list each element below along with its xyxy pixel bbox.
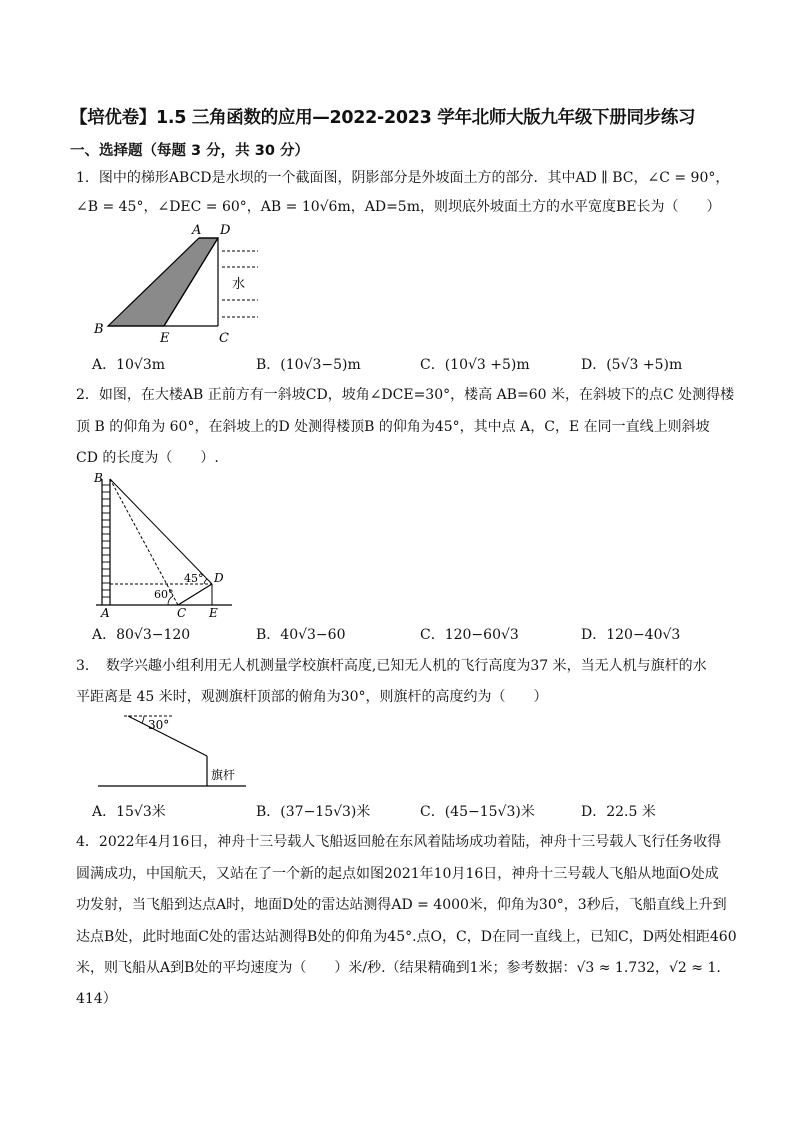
q3-line-1: 3． 数学兴趣小组利用无人机测量学校旗杆高度,已知无人机的飞行高度为37 米，当无人机与旗杆的水 bbox=[76, 658, 707, 674]
q1-shaded-slope bbox=[108, 238, 218, 326]
section-heading: 一、选择题（每题 3 分，共 30 分） bbox=[70, 143, 309, 159]
q1-label-a: A bbox=[192, 223, 202, 238]
q1-dam-figure bbox=[86, 220, 276, 345]
q1-line-1: 1．图中的梯形ABCD是水坝的一个截面图，阴影部分是外坡面土方的部分．其中AD ∥ BC，∠C = 90°， bbox=[76, 170, 730, 186]
q2-option-c[interactable]: C．120−60√3 bbox=[420, 627, 519, 643]
q2-label-d: D bbox=[214, 571, 224, 585]
q2-option-b[interactable]: B．40√3−60 bbox=[256, 627, 346, 643]
q1-option-d[interactable]: D．(5√3 +5)m bbox=[581, 357, 683, 373]
q2-line-2: 顶 B 的仰角为 60°，在斜坡上的D 处测得楼顶B 的仰角为45°，其中点 A，C，E 在同一直线上则斜坡 bbox=[76, 419, 710, 435]
page-title: 【培优卷】1.5 三角函数的应用—2022-2023 学年北师大版九年级下册同步练习 bbox=[70, 108, 696, 128]
q4-line-2: 圆满成功，中国航天，又站在了一个新的起点如图2021年10月16日，神舟十三号载人飞船从地面O处成 bbox=[76, 866, 719, 882]
q4-line-4: 达点B处，此时地面C处的雷达站测得B处的仰角为45°.点O，C，D在同一直线上，已知C，D两处相距460 bbox=[76, 929, 737, 945]
q3-option-a[interactable]: A．15√3米 bbox=[92, 804, 166, 820]
q4-line-5: 米，则飞船从A到B处的平均速度为（ ）米/秒.（结果精确到1米；参考数据：√3 ≈ 1.732，√2 ≈ 1. bbox=[76, 960, 721, 976]
q4-line-1: 4．2022年4月16日，神舟十三号载人飞船返回舱在东风着陆场成功着陆，神舟十三号载人飞行任务收得 bbox=[76, 834, 722, 850]
q3-label-pole: 旗杆 bbox=[211, 768, 236, 782]
q2-angle-45: 45° bbox=[184, 572, 204, 585]
q2-label-c: C bbox=[177, 606, 187, 620]
q2-angle-60: 60° bbox=[154, 588, 174, 601]
q3-option-d[interactable]: D．22.5 米 bbox=[581, 804, 656, 820]
q4-line-3: 功发射，当飞船到达点A时，地面D处的雷达站测得AD = 4000米，仰角为30°，3秒后，飞船直线上升到 bbox=[76, 897, 727, 913]
q2-label-b: B bbox=[94, 471, 103, 485]
q3-angle-30: 30° bbox=[148, 718, 170, 732]
q3-flagpole-figure bbox=[92, 710, 252, 792]
q1-option-a[interactable]: A．10√3m bbox=[92, 357, 166, 373]
q2-line-3: CD 的长度为（ ）. bbox=[76, 450, 219, 466]
q1-label-water: 水 bbox=[232, 277, 246, 292]
q3-option-c[interactable]: C．(45−15√3)米 bbox=[420, 804, 535, 820]
q2-label-a: A bbox=[101, 606, 110, 620]
q3-line-2: 平距离是 45 米时，观测旗杆顶部的俯角为30°，则旗杆的高度约为（ ） bbox=[76, 689, 548, 705]
q2-line-1: 2．如图，在大楼AB 正前方有一斜坡CD，坡角∠DCE=30°，楼高 AB=60 米，在斜坡下的点C 处测得楼 bbox=[76, 387, 735, 403]
q2-option-a[interactable]: A．80√3−120 bbox=[92, 627, 191, 643]
q1-label-e: E bbox=[160, 331, 170, 345]
q1-option-c[interactable]: C．(10√3 +5)m bbox=[420, 357, 530, 373]
q2-option-d[interactable]: D．120−40√3 bbox=[581, 627, 681, 643]
q1-label-d: D bbox=[220, 223, 231, 238]
q1-label-b: B bbox=[94, 322, 104, 337]
q1-option-b[interactable]: B．(10√3−5)m bbox=[256, 357, 361, 373]
q3-option-b[interactable]: B．(37−15√3)米 bbox=[256, 804, 371, 820]
q1-label-c: C bbox=[219, 331, 229, 345]
q2-building-figure bbox=[90, 470, 240, 620]
q4-line-6: 414） bbox=[76, 991, 117, 1007]
q2-label-e: E bbox=[209, 606, 218, 620]
q1-line-2: ∠B = 45°，∠DEC = 60°，AB = 10√6m，AD=5m，则坝底外坡面土方的水平宽度BE长为（ ） bbox=[76, 199, 721, 215]
